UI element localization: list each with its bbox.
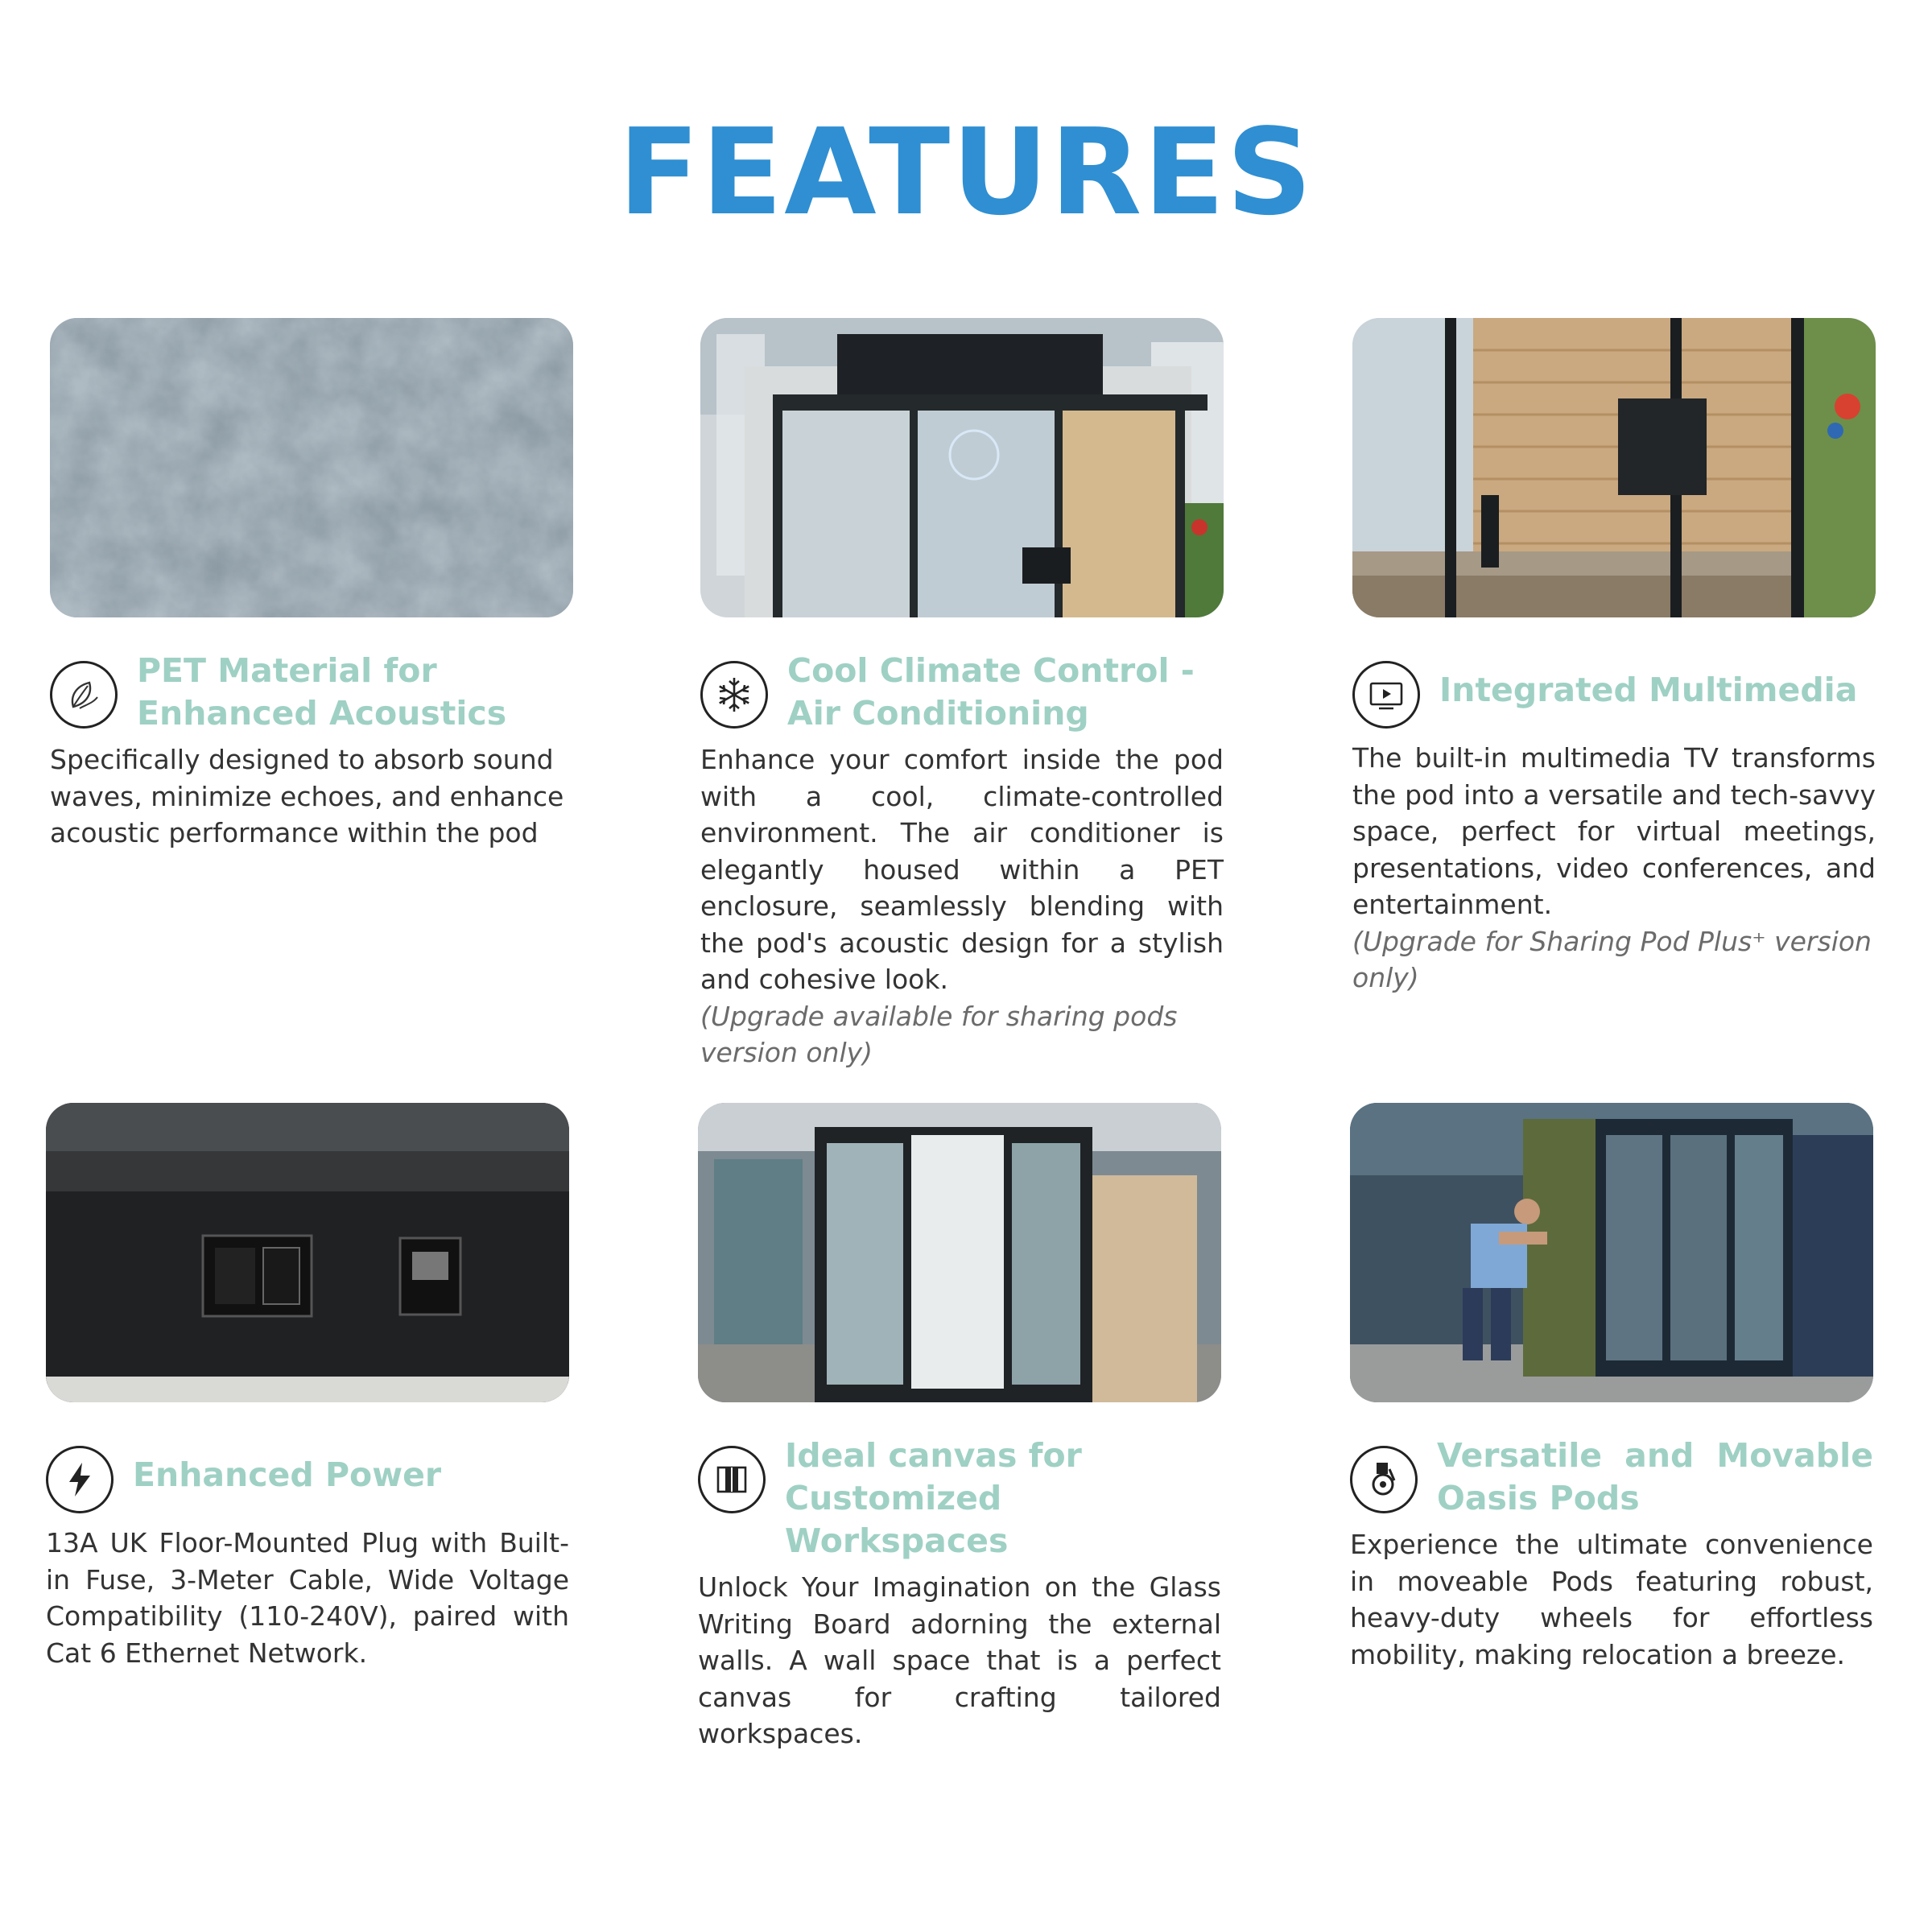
snowflake-icon <box>700 661 768 729</box>
feature-description: Enhance your comfort inside the pod with a cool, climate-controlled environment. The air conditioner is elegantly housed within a PET enclosure, seamlessly blending with the pod's acoustic design for a stylish and cohesive look. <box>700 744 1224 995</box>
feature-description: The built-in multimedia TV transforms the pod into a versatile and tech-savvy space, perfect for virtual meetings, presentations, video conferences, and entertainment. <box>1352 742 1876 920</box>
leaf-icon <box>50 661 118 729</box>
glass-writing-board-photo <box>698 1103 1221 1402</box>
feature-title: Ideal canvas for Customized Workspaces <box>785 1436 1082 1560</box>
page-title: FEATURES <box>617 103 1315 242</box>
feature-description: Specifically designed to absorb sound waves, minimize echoes, and enhance acoustic performance within the pod <box>50 744 564 848</box>
whiteboard-icon <box>698 1446 766 1513</box>
feature-title: Versatile and Movable Oasis Pods <box>1437 1436 1873 1517</box>
feature-pet-acoustics <box>50 318 573 852</box>
feature-description: Unlock Your Imagination on the Glass Writing Board adorning the external walls. A wall space that is a perfect canvas for crafting tailored workspaces. <box>698 1571 1221 1749</box>
feature-multimedia <box>1352 318 1876 997</box>
air-conditioned-pod-photo <box>700 318 1224 617</box>
wheel-icon <box>1350 1446 1418 1513</box>
feature-note: (Upgrade for Sharing Pod Plus⁺ version only) <box>1352 925 1872 993</box>
feature-title: Cool Climate Control - Air Conditioning <box>787 651 1195 733</box>
lightning-icon <box>46 1446 114 1513</box>
feature-title: PET Material for Enhanced Acoustics <box>137 651 507 733</box>
feature-climate-control <box>700 318 1224 1071</box>
pet-felt-photo <box>50 318 573 617</box>
multimedia-pod-photo <box>1352 318 1876 617</box>
movable-pod-photo <box>1350 1103 1873 1402</box>
feature-power <box>46 1103 569 1671</box>
feature-movable-pods <box>1350 1103 1873 1673</box>
power-socket-photo <box>46 1103 569 1402</box>
tv-play-icon <box>1352 661 1420 729</box>
feature-title: Enhanced Power <box>133 1455 442 1494</box>
feature-title: Integrated Multimedia <box>1439 671 1858 709</box>
feature-note: (Upgrade available for sharing pods version only) <box>700 1000 1178 1068</box>
feature-description: Experience the ultimate convenience in moveable Pods featuring robust, heavy-duty wheels for effortless mobility, making relocation a breeze. <box>1350 1529 1873 1670</box>
feature-workspace-canvas <box>698 1103 1221 1752</box>
feature-description: 13A UK Floor-Mounted Plug with Built-in Fuse, 3-Meter Cable, Wide Voltage Compatibility (110-240V), paired with Cat 6 Ethernet Network. <box>46 1527 569 1669</box>
